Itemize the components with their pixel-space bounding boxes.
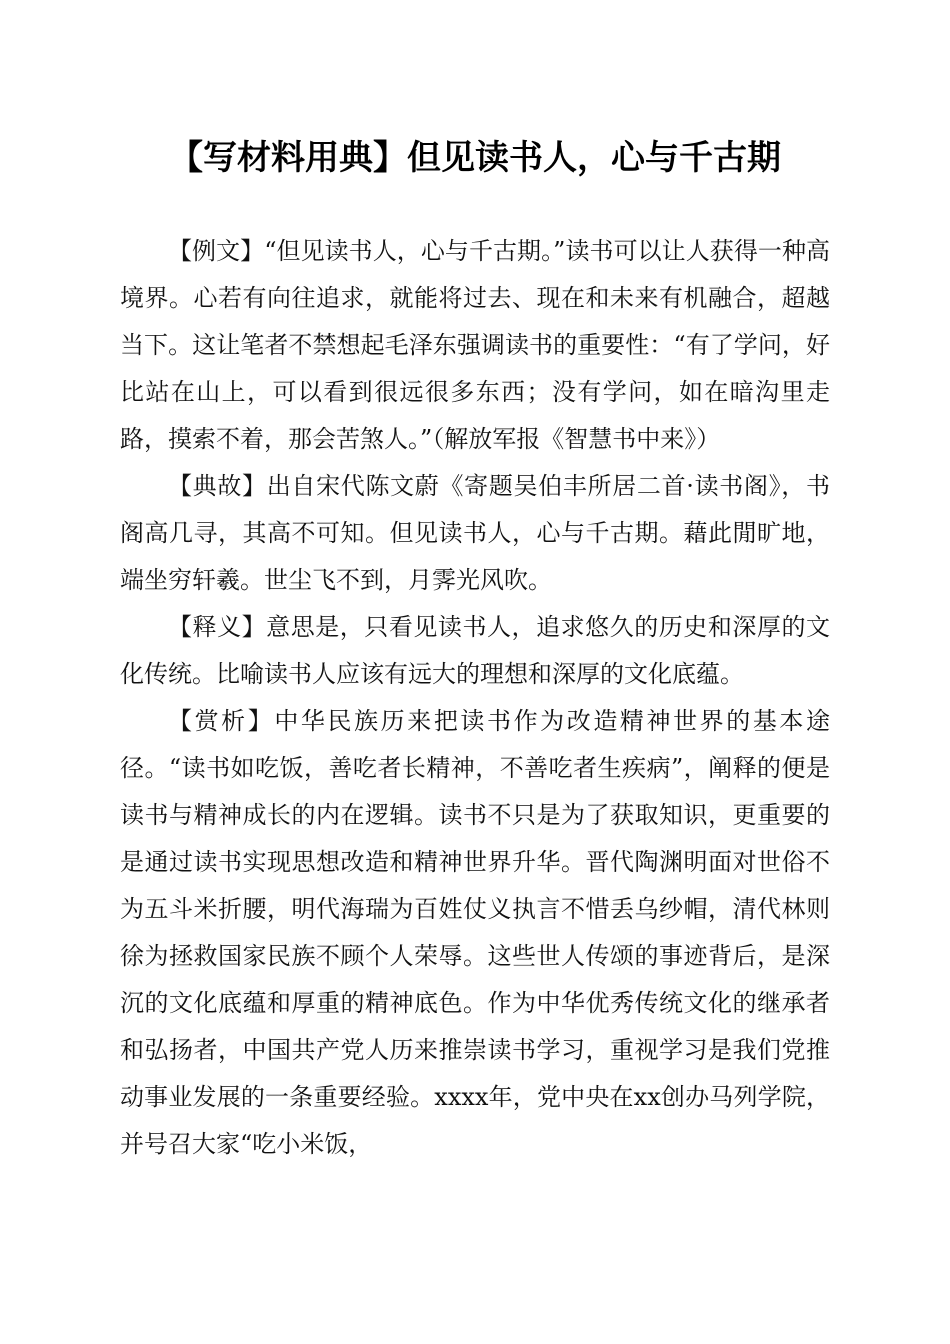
paragraph-allusion: 【典故】出自宋代陈文蔚《寄题吴伯丰所居二首·读书阁》，书阁高几寻，其高不可知。但见读书人，心与千古期。藉此閒旷地，端坐穷轩羲。世尘飞不到，月霁光风吹。 bbox=[120, 472, 830, 594]
document-body bbox=[120, 228, 830, 1168]
paragraph-meaning: 【释义】意思是，只看见读书人，追求悠久的历史和深厚的文化传统。比喻读书人应该有远大的理想和深厚的文化底蕴。 bbox=[120, 613, 830, 688]
document-title: 【写材料用典】但见读书人，心与千古期 bbox=[169, 138, 781, 178]
paragraph-example: 【例文】“但见读书人，心与千古期。”读书可以让人获得一种高境界。心若有向往追求，就能将过去、现在和未来有机融合，超越当下。这让笔者不禁想起毛泽东强调读书的重要性：“有了学问，好比站在山上，可以看到很远很多东西；没有学问，如在暗沟里走路，摸索不着，那会苦煞人。”（解放军报《智慧书中来》） bbox=[120, 237, 830, 453]
paragraph-appreciation: 【赏析】中华民族历来把读书作为改造精神世界的基本途径。“读书如吃饭，善吃者长精神，不善吃者生疾病”，阐释的便是读书与精神成长的内在逻辑。读书不只是为了获取知识，更重要的是通过读书实现思想改造和精神世界升华。晋代陶渊明面对世俗不为五斗米折腰，明代海瑞为百姓仗义执言不惜丢乌纱帽，清代林则徐为拯救国家民族不顾个人荣辱。这些世人传颂的事迹背后，是深沉的文化底蕴和厚重的精神底色。作为中华优秀传统文化的继承者和弘扬者，中国共产党人历来推崇读书学习，重视学习是我们党推动事业发展的一条重要经验。xxxx年，党中央在xx创办马列学院，并号召大家“吃小米饭， bbox=[120, 707, 830, 1158]
